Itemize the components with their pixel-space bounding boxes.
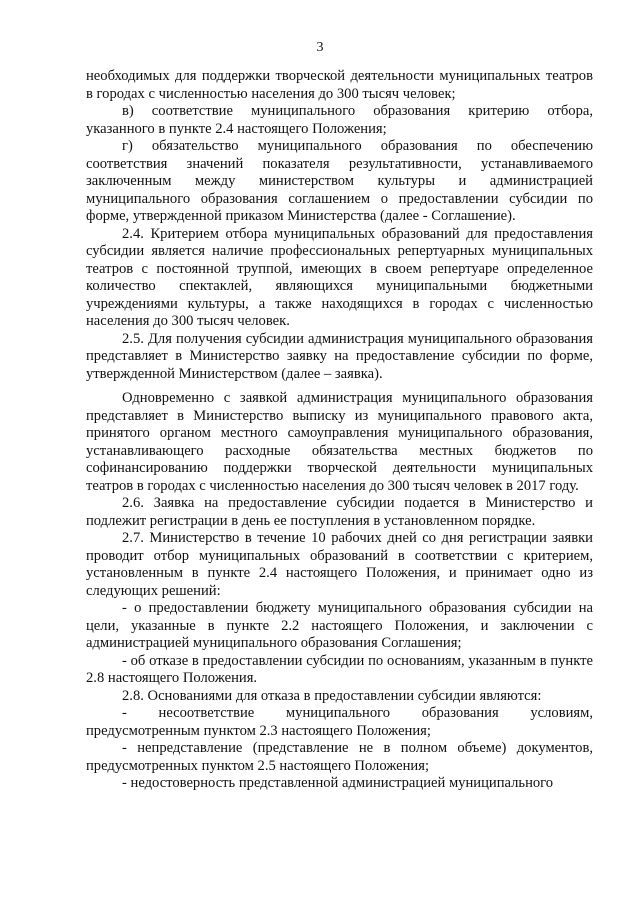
page-number: 3	[316, 40, 324, 55]
paragraph-decision-refuse: - об отказе в предоставлении субсидии по основаниям, указанным в пункте 2.8 настоящего Положения.	[86, 652, 593, 686]
paragraph-continuation: необходимых для поддержки творческой деятельности муниципальных театров в городах с численностью населения до 300 тысяч человек;	[86, 68, 593, 102]
paragraph-ground-3: - недостоверность представленной администрацией муниципального	[122, 775, 554, 791]
paragraph-item-v: в) соответствие муниципального образования критерию отбора, указанного в пункте 2.4 настоящего Положения;	[86, 103, 593, 137]
paragraph-2-5-extract: Одновременно с заявкой администрация муниципального образования представляет в Министерство выписку из муниципального правового акта, принятого органом местного самоуправления муниципального образования, устанавливающего расходные обязательства местных бюджетов по софинансированию поддержки творческой деятельности муниципальных театров в городах с численностью населения до 300 тысяч человек в 2017 году.	[86, 390, 593, 494]
paragraph-2-6: 2.6. Заявка на предоставление субсидии подается в Министерство и подлежит регистрации в день ее поступления в установленном порядке.	[86, 495, 593, 529]
paragraph-2-7: 2.7. Министерство в течение 10 рабочих дней со дня регистрации заявки проводит отбор муниципальных образований в соответствии с критерием, установленным в пункте 2.4 настоящего Положения, и принимает одно из следующих решений:	[86, 530, 593, 599]
paragraph-ground-1: - несоответствие муниципального образования условиям, предусмотренным пунктом 2.3 настоящего Положения;	[86, 705, 593, 739]
paragraph-2-4: 2.4. Критерием отбора муниципальных образований для предоставления субсидии является наличие профессиональных репертуарных муниципальных театров с постоянной труппой, имеющих в своем репертуаре определенное количество спектаклей, являющихся муниципальными бюджетными учреждениями культуры, а также находящихся в городах с численностью населения до 300 тысяч человек.	[86, 225, 593, 329]
document-body	[86, 68, 593, 793]
paragraph-item-g: г) обязательство муниципального образования по обеспечению соответствия значений показателя результативности, устанавливаемого заключенным между министерством культуры и администрацией муниципального образования соглашением о предоставлении субсидии по форме, утвержденной приказом Министерства (далее - Соглашение).	[86, 138, 593, 224]
paragraph-decision-grant: - о предоставлении бюджету муниципального образования субсидии на цели, указанные в пункте 2.2 настоящего Положения, и заключении с администрацией муниципального образования Соглашения;	[86, 600, 593, 651]
paragraph-ground-2: - непредставление (представление не в полном объеме) документов, предусмотренных пунктом 2.5 настоящего Положения;	[86, 740, 593, 774]
paragraph-2-8: 2.8. Основаниями для отказа в предоставлении субсидии являются:	[122, 687, 542, 704]
paragraph-2-5: 2.5. Для получения субсидии администрация муниципального образования представляет в Министерство заявку на предоставление субсидии по форме, утвержденной Министерством (далее – заявка).	[86, 330, 593, 382]
